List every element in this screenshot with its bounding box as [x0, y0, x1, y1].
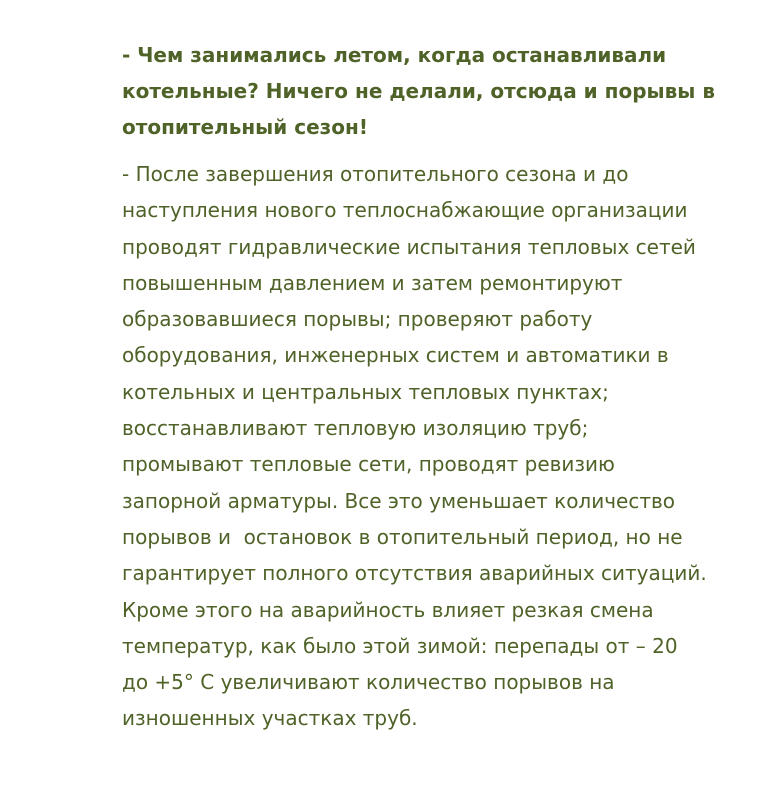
- answer-line: повышенным давлением и затем ремонтируют: [122, 270, 623, 295]
- question-line: - Чем занимались летом, когда останавливали: [122, 43, 667, 67]
- answer-line: изношенных участках труб.: [122, 706, 418, 731]
- answer-line: промывают тепловые сети, проводят ревизию: [122, 452, 615, 477]
- answer-line: проводят гидравлические испытания тепловых сетей: [122, 234, 696, 259]
- answer-line: Кроме этого на аварийность влияет резкая смена: [122, 597, 654, 622]
- answer-line: запорной арматуры. Все это уменьшает количество: [122, 488, 675, 513]
- answer-line: порывов и остановок в отопительный период, но не: [122, 524, 683, 549]
- question-line: отопительный сезон!: [122, 115, 368, 139]
- answer-line: восстанавливают тепловую изоляцию труб;: [122, 416, 589, 441]
- answer-line: наступления нового теплоснабжающие организации: [122, 198, 688, 223]
- answer-line: до +5° С увеличивают количество порывов на: [122, 670, 615, 695]
- answer-line: температур, как было этой зимой: перепады от – 20: [122, 633, 678, 658]
- answer-line: гарантирует полного отсутствия аварийных ситуаций.: [122, 561, 707, 586]
- question-paragraph: [122, 37, 762, 145]
- answer-line: оборудования, инженерных систем и автоматики в: [122, 343, 669, 368]
- answer-line: котельных и центральных тепловых пунктах;: [122, 379, 609, 404]
- answer-line: образовавшиеся порывы; проверяют работу: [122, 307, 593, 332]
- answer-paragraph: [122, 156, 772, 737]
- question-line: котельные? Ничего не делали, отсюда и порывы в: [122, 79, 715, 103]
- answer-line: - После завершения отопительного сезона и до: [122, 162, 629, 186]
